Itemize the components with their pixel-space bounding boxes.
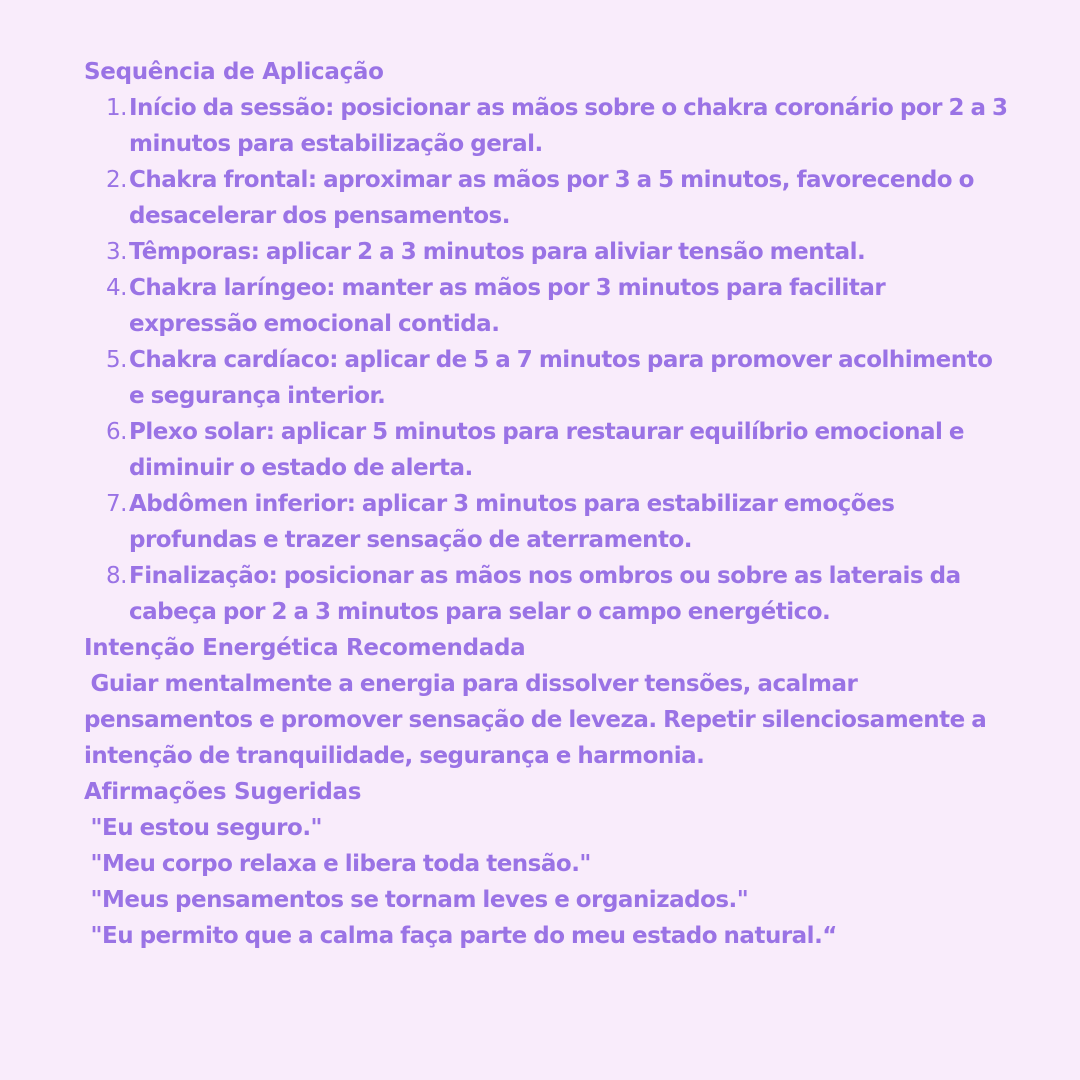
sequence-item <box>84 162 1014 234</box>
intention-text: Guiar mentalmente a energia para dissolver tensões, acalmar pensamentos e promover sensação de leveza. Repetir silenciosamente a intenção de tranquilidade, segurança e harmonia. <box>84 671 993 769</box>
sequence-item <box>84 270 1014 342</box>
sequence-item-number: 5. <box>106 347 127 373</box>
sequence-item-text: Plexo solar: aplicar 5 minutos para restaurar equilíbrio emocional e diminuir o estado de alerta. <box>129 419 965 481</box>
sequence-list <box>84 90 1014 630</box>
sequence-item-number: 7. <box>106 491 127 517</box>
sequence-item-number: 4. <box>106 275 127 301</box>
sequence-heading: Sequência de Aplicação <box>84 59 384 85</box>
sequence-item <box>84 342 1014 414</box>
sequence-item <box>84 486 1014 558</box>
sequence-item-number: 2. <box>106 167 127 193</box>
sequence-item-number: 6. <box>106 419 127 445</box>
sequence-item-text: Chakra frontal: aproximar as mãos por 3 a 5 minutos, favorecendo o desacelerar dos pensamentos. <box>129 167 974 229</box>
sequence-item-text: Têmporas: aplicar 2 a 3 minutos para aliviar tensão mental. <box>129 239 866 265</box>
affirmation-item: "Meu corpo relaxa e libera toda tensão." <box>84 851 591 877</box>
sequence-item <box>84 558 1014 630</box>
affirmation-item: "Eu estou seguro." <box>84 815 323 841</box>
affirmation-item: "Meus pensamentos se tornam leves e organizados." <box>84 887 749 913</box>
sequence-item-number: 8. <box>106 563 127 589</box>
sequence-item-number: 3. <box>106 239 127 265</box>
sequence-item-text: Chakra cardíaco: aplicar de 5 a 7 minutos para promover acolhimento e segurança interior. <box>129 347 993 409</box>
sequence-item-text: Início da sessão: posicionar as mãos sobre o chakra coronário por 2 a 3 minutos para estabilização geral. <box>129 95 1008 157</box>
document-page <box>84 54 1014 954</box>
sequence-item <box>84 414 1014 486</box>
sequence-item <box>84 234 1014 270</box>
intention-heading: Intenção Energética Recomendada <box>84 635 526 661</box>
sequence-item <box>84 90 1014 162</box>
sequence-item-text: Abdômen inferior: aplicar 3 minutos para estabilizar emoções profundas e trazer sensação de aterramento. <box>129 491 895 553</box>
sequence-item-text: Finalização: posicionar as mãos nos ombros ou sobre as laterais da cabeça por 2 a 3 minutos para selar o campo energético. <box>129 563 961 625</box>
affirmations-heading: Afirmações Sugeridas <box>84 779 362 805</box>
affirmation-item: "Eu permito que a calma faça parte do meu estado natural.“ <box>84 923 837 949</box>
sequence-item-text: Chakra laríngeo: manter as mãos por 3 minutos para facilitar expressão emocional contida. <box>129 275 886 337</box>
sequence-item-number: 1. <box>106 95 127 121</box>
